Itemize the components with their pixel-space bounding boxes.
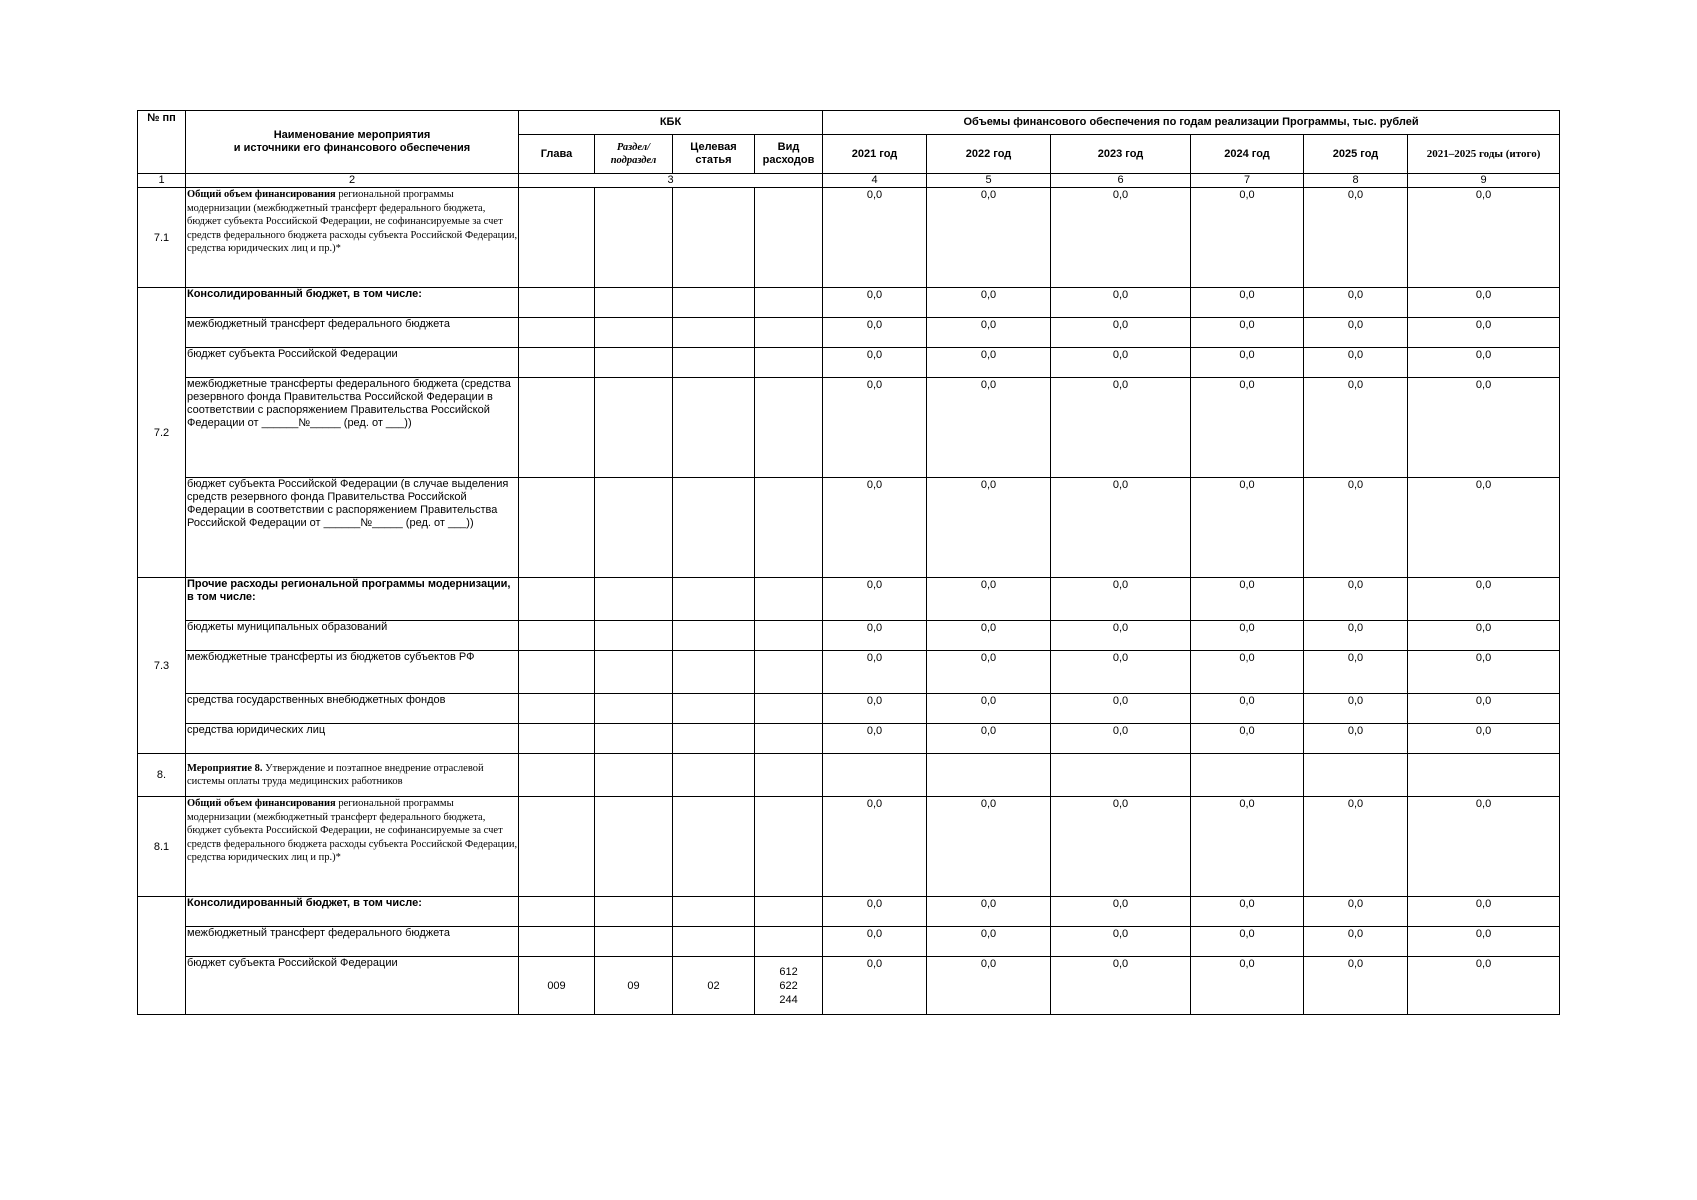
table-row (138, 897, 1560, 927)
value-cell: 0,0 (1408, 378, 1560, 478)
value-cell: 0,0 (927, 621, 1051, 651)
row-name: бюджет субъекта Российской Федерации (в случае выделения средств резервного фонда Правительства Российской Федерации в соответствии с распоряжением Правительства Российской Федерации от ______№_____ (ред. от ___)) (186, 478, 519, 578)
table-row (138, 288, 1560, 318)
value-cell: 0,0 (1191, 621, 1304, 651)
table-row (138, 927, 1560, 957)
col-number: 7 (1191, 174, 1304, 188)
value-cell: 0,0 (927, 348, 1051, 378)
value-cell: 0,0 (1191, 348, 1304, 378)
kbk-vid-header: Вид расходов (755, 135, 823, 174)
value-cell: 0,0 (1051, 694, 1191, 724)
value-cell: 0,0 (1304, 578, 1408, 621)
table-row (138, 478, 1560, 578)
value-cell: 0,0 (1408, 578, 1560, 621)
col-number: 6 (1051, 174, 1191, 188)
value-cell: 0,0 (1191, 724, 1304, 754)
value-cell: 0,0 (1304, 694, 1408, 724)
col-number: 8 (1304, 174, 1408, 188)
value-cell: 0,0 (927, 478, 1051, 578)
value-cell: 0,0 (1304, 188, 1408, 288)
years-total-header: 2021–2025 годы (итого) (1408, 135, 1560, 174)
value-cell: 0,0 (1408, 288, 1560, 318)
document-page (137, 110, 1560, 1015)
value-cell: 0,0 (823, 378, 927, 478)
value-cell: 0,0 (823, 318, 927, 348)
value-cell: 0,0 (927, 724, 1051, 754)
row-name: межбюджетные трансферты федерального бюджета (средства резервного фонда Правительства Российской Федерации в соответствии с распоряжением Правительства Российской Федерации от ______№_____ (ред. от ___)) (186, 378, 519, 478)
table-row (138, 621, 1560, 651)
value-cell: 0,0 (1408, 478, 1560, 578)
table-row (138, 188, 1560, 288)
value-cell: 0,0 (927, 288, 1051, 318)
table-row (138, 957, 1560, 1015)
row-name: Консолидированный бюджет, в том числе: (186, 288, 519, 318)
value-cell: 0,0 (823, 957, 927, 1015)
row-number: 7.2 (138, 288, 186, 578)
value-cell: 0,0 (1191, 797, 1304, 897)
value-cell: 0,0 (1191, 957, 1304, 1015)
row-name: Консолидированный бюджет, в том числе: (186, 897, 519, 927)
year-2022-header: 2022 год (927, 135, 1051, 174)
col-number: 1 (138, 174, 186, 188)
header-row-top (138, 111, 1560, 135)
value-cell: 0,0 (1304, 724, 1408, 754)
kbk-glava-header: Глава (519, 135, 595, 174)
value-cell: 0,0 (1304, 478, 1408, 578)
value-cell: 0,0 (927, 378, 1051, 478)
col-number: 4 (823, 174, 927, 188)
value-cell: 0,0 (823, 724, 927, 754)
value-cell: 0,0 (1051, 378, 1191, 478)
value-cell: 0,0 (1051, 288, 1191, 318)
value-cell: 0,0 (1304, 797, 1408, 897)
col-no-header: № пп (138, 111, 186, 174)
value-cell: 0,0 (1051, 478, 1191, 578)
value-cell: 0,0 (823, 651, 927, 694)
value-cell: 0,0 (1051, 318, 1191, 348)
kbk-celevaya-header: Целевая статья (673, 135, 755, 174)
value-cell: 0,0 (1408, 927, 1560, 957)
value-cell: 0,0 (1051, 724, 1191, 754)
value-cell: 0,0 (823, 478, 927, 578)
table-row (138, 694, 1560, 724)
value-cell: 0,0 (1051, 957, 1191, 1015)
value-cell: 0,0 (1191, 927, 1304, 957)
value-cell: 0,0 (1304, 621, 1408, 651)
value-cell: 0,0 (1408, 651, 1560, 694)
value-cell: 0,0 (1408, 897, 1560, 927)
kbk-razdel-header: Раздел/ подраздел (595, 135, 673, 174)
value-cell: 0,0 (1304, 348, 1408, 378)
value-cell: 0,0 (1408, 318, 1560, 348)
value-cell: 0,0 (1191, 478, 1304, 578)
col-number: 2 (186, 174, 519, 188)
kbk-celevaya-cell: 02 (673, 957, 755, 1015)
row-name: Общий объем финансирования региональной программы модернизации (межбюджетный трансферт федерального бюджета, бюджет субъекта Российской Федерации, не софинансируемые за счет средств федерального бюджета расходы субъекта Российской Федерации, средства юридических лиц и пр.)* (186, 188, 519, 288)
table-row (138, 651, 1560, 694)
value-cell: 0,0 (1051, 897, 1191, 927)
value-cell: 0,0 (1408, 724, 1560, 754)
table-row (138, 378, 1560, 478)
value-cell: 0,0 (1408, 188, 1560, 288)
value-cell: 0,0 (1304, 927, 1408, 957)
kbk-razdel-cell: 09 (595, 957, 673, 1015)
year-2023-header: 2023 год (1051, 135, 1191, 174)
col-number: 3 (519, 174, 823, 188)
row-name: Мероприятие 8. Утверждение и поэтапное внедрение отраслевой системы оплаты труда медицинских работников (186, 754, 519, 797)
value-cell: 0,0 (1051, 348, 1191, 378)
row-number (138, 897, 186, 1015)
row-name: бюджет субъекта Российской Федерации (186, 348, 519, 378)
value-cell: 0,0 (927, 957, 1051, 1015)
value-cell: 0,0 (927, 651, 1051, 694)
row-name: средства государственных внебюджетных фондов (186, 694, 519, 724)
value-cell: 0,0 (823, 797, 927, 897)
value-cell: 0,0 (823, 348, 927, 378)
value-cell: 0,0 (1408, 797, 1560, 897)
value-cell: 0,0 (823, 288, 927, 318)
year-2024-header: 2024 год (1191, 135, 1304, 174)
value-cell: 0,0 (1304, 378, 1408, 478)
value-cell: 0,0 (823, 188, 927, 288)
value-cell: 0,0 (823, 578, 927, 621)
year-2021-header: 2021 год (823, 135, 927, 174)
col-number: 5 (927, 174, 1051, 188)
value-cell: 0,0 (1304, 897, 1408, 927)
value-cell: 0,0 (927, 694, 1051, 724)
table-row (138, 754, 1560, 797)
row-number: 7.3 (138, 578, 186, 754)
row-name: бюджеты муниципальных образований (186, 621, 519, 651)
col-name-header: Наименование мероприятия и источники его финансового обеспечения (186, 111, 519, 174)
kbk-vid-cell: 612 622 244 (755, 957, 823, 1015)
row-name: межбюджетный трансферт федерального бюджета (186, 318, 519, 348)
row-number: 8. (138, 754, 186, 797)
table-row (138, 724, 1560, 754)
value-cell: 0,0 (1304, 957, 1408, 1015)
value-cell: 0,0 (1051, 797, 1191, 897)
value-cell: 0,0 (1191, 651, 1304, 694)
kbk-glava-cell: 009 (519, 957, 595, 1015)
value-cell: 0,0 (1051, 188, 1191, 288)
value-cell: 0,0 (927, 897, 1051, 927)
row-name: Прочие расходы региональной программы модернизации, в том числе: (186, 578, 519, 621)
row-number: 7.1 (138, 188, 186, 288)
financing-table (137, 110, 1560, 1015)
row-number: 8.1 (138, 797, 186, 897)
year-2025-header: 2025 год (1304, 135, 1408, 174)
value-cell: 0,0 (1191, 188, 1304, 288)
value-cell: 0,0 (823, 897, 927, 927)
value-cell: 0,0 (927, 927, 1051, 957)
value-cell: 0,0 (1191, 694, 1304, 724)
value-cell: 0,0 (1051, 621, 1191, 651)
value-cell: 0,0 (1304, 288, 1408, 318)
kbk-header: КБК (519, 111, 823, 135)
table-row (138, 578, 1560, 621)
value-cell: 0,0 (1408, 957, 1560, 1015)
row-name: межбюджетный трансферт федерального бюджета (186, 927, 519, 957)
value-cell: 0,0 (823, 621, 927, 651)
value-cell: 0,0 (927, 578, 1051, 621)
table-row (138, 797, 1560, 897)
row-name: бюджет субъекта Российской Федерации (186, 957, 519, 1015)
value-cell: 0,0 (1191, 578, 1304, 621)
column-numbers-row (138, 174, 1560, 188)
value-cell: 0,0 (1304, 651, 1408, 694)
value-cell: 0,0 (1051, 927, 1191, 957)
row-name: межбюджетные трансферты из бюджетов субъектов РФ (186, 651, 519, 694)
row-name: средства юридических лиц (186, 724, 519, 754)
row-name: Общий объем финансирования региональной программы модернизации (межбюджетный трансферт федерального бюджета, бюджет субъекта Российской Федерации, не софинансируемые за счет средств федерального бюджета расходы субъекта Российской Федерации, средства юридических лиц и пр.)* (186, 797, 519, 897)
volumes-header: Объемы финансового обеспечения по годам реализации Программы, тыс. рублей (823, 111, 1560, 135)
value-cell: 0,0 (1051, 651, 1191, 694)
value-cell: 0,0 (1408, 621, 1560, 651)
value-cell: 0,0 (1191, 897, 1304, 927)
value-cell: 0,0 (1408, 348, 1560, 378)
value-cell: 0,0 (927, 318, 1051, 348)
value-cell: 0,0 (927, 797, 1051, 897)
value-cell: 0,0 (1408, 694, 1560, 724)
value-cell: 0,0 (823, 694, 927, 724)
value-cell: 0,0 (1191, 378, 1304, 478)
value-cell: 0,0 (927, 188, 1051, 288)
value-cell: 0,0 (1051, 578, 1191, 621)
value-cell: 0,0 (823, 927, 927, 957)
value-cell: 0,0 (1191, 288, 1304, 318)
value-cell: 0,0 (1304, 318, 1408, 348)
table-row (138, 318, 1560, 348)
table-row (138, 348, 1560, 378)
value-cell: 0,0 (1191, 318, 1304, 348)
col-number: 9 (1408, 174, 1560, 188)
